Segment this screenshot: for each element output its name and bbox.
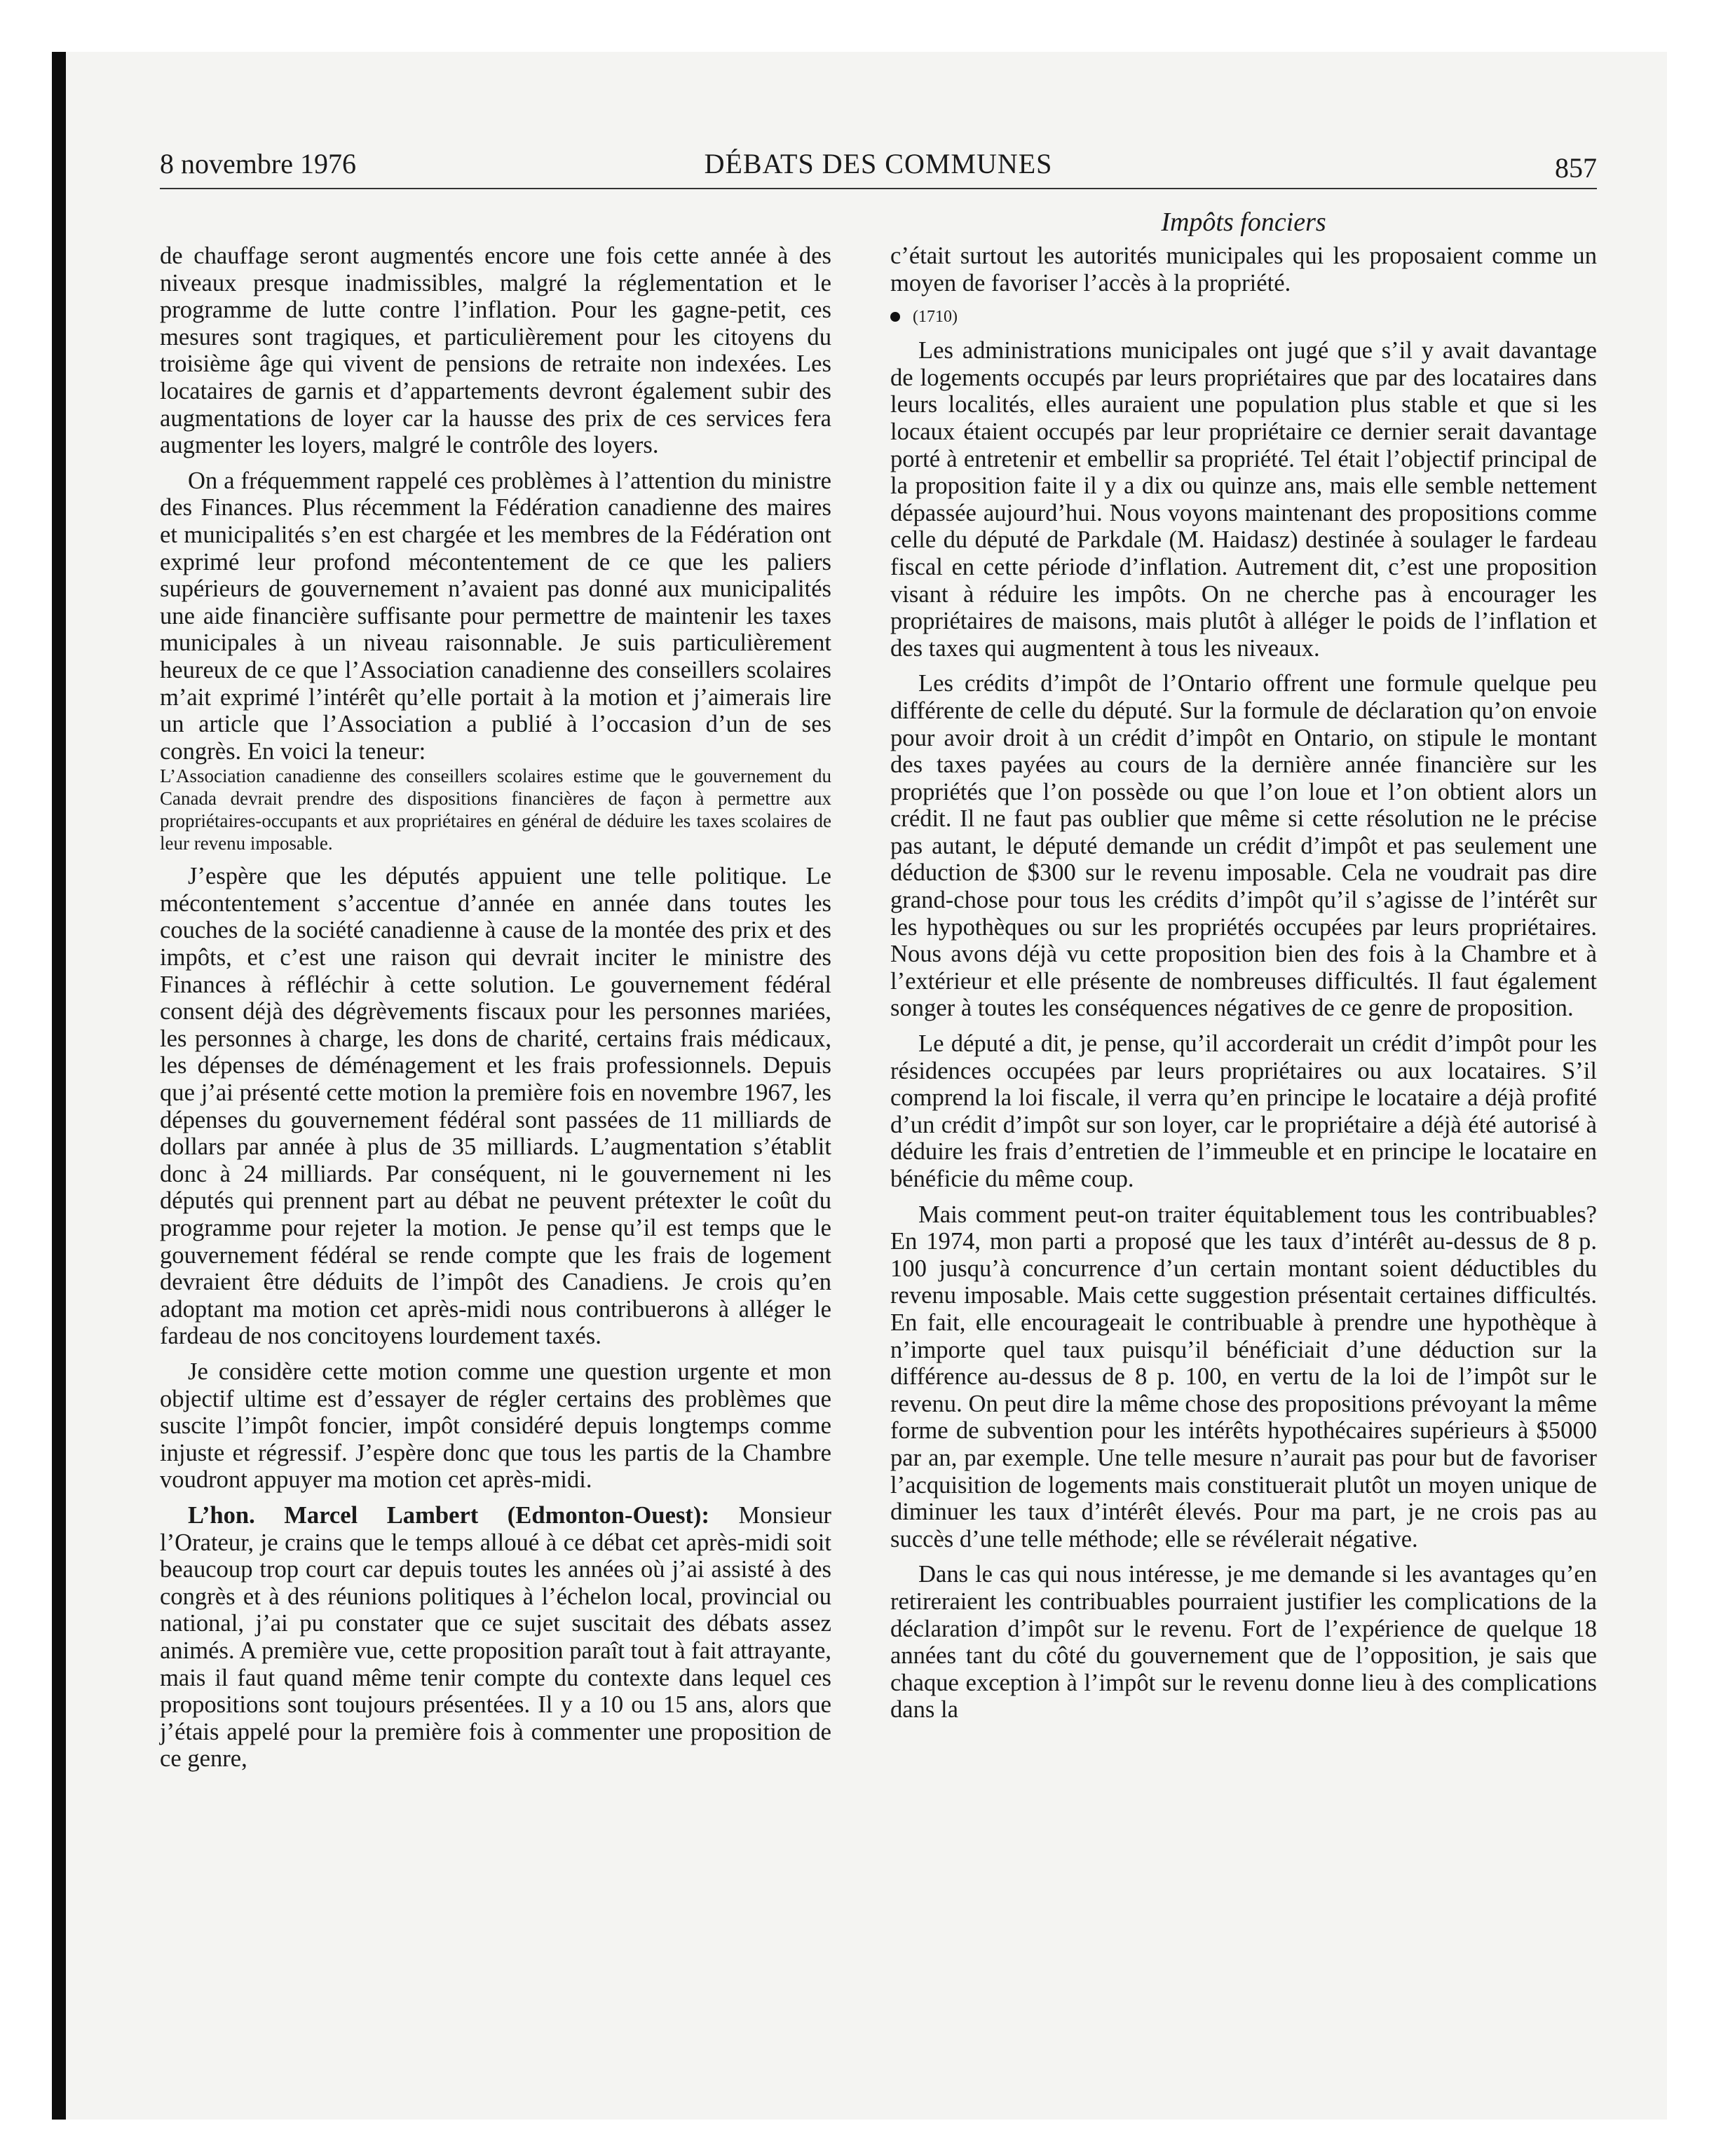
page-number: 857: [1555, 152, 1597, 184]
scan-edge: [52, 52, 66, 2120]
speech-paragraph: [160, 1502, 831, 1773]
paragraph: de chauffage seront augmentés encore une fois cette année à des niveaux presque inadmissibles, malgré la réglementation et le programme de lutte contre l’inflation. Pour les gagne-petit, ces mesures sont tragiques, et particulièrement pour les citoyens du troisième âge qui vivent de pensions de retraite non indexées. Les locataires de garnis et d’appartements devront également subir des augmentations de loyer car la hausse des prix de ces services fera augmenter les loyers, malgré le contrôle des loyers.: [160, 243, 831, 459]
header-rule: [160, 188, 1597, 189]
speaker-name: L’hon. Marcel Lambert (Edmonton-Ouest):: [188, 1501, 709, 1529]
paragraph: Les crédits d’impôt de l’Ontario offrent une formule quelque peu différente de celle du député. Sur la formule de déclaration qu’on envoie pour avoir droit à un crédit d’impôt en Ontario, on stipule le montant des taxes payées au cours de la dernière année financière sur les propriétés que l’on possède ou que l’on loue et l’on obtient alors un crédit. Il ne faut pas oublier que même si cette résolution ne le précise pas autant, le député demande un crédit d’impôt et pas seulement une déduction de $300 sur le revenu imposable. Cela ne voudrait pas dire grand-chose pour tous les crédits d’impôt qu’il s’agisse de l’intérêt sur les hypothèques ou sur les propriétés occupées par leurs propriétaires. Nous avons déjà vu cette proposition bien des fois à la Chambre et à l’extérieur et elle présente de nombreuses difficultés. Il faut également songer à toutes les conséquences négatives de ce genre de proposition.: [890, 670, 1597, 1022]
speech-text: Monsieur l’Orateur, je crains que le temps alloué à ce débat cet après-midi soit beaucoup trop court car depuis toutes les années où j’ai assisté à des congrès et à des réunions politiques à l’échelon local, provincial ou national, j’ai pu constater que ce sujet suscitait des débats assez animés. A première vue, cette proposition paraît tout à fait attrayante, mais il faut quand même tenir compte du contexte dans lequel ces propositions sont toujours présentées. Il y a 10 ou 15 ans, alors que j’étais appelé pour la première fois à commenter une proposition de ce genre,: [160, 1501, 831, 1773]
paragraph: Le député a dit, je pense, qu’il accorderait un crédit d’impôt pour les résidences occupées par leurs propriétaires ou aux locataires. S’il comprend la loi fiscale, il verra qu’en principe le locataire a déjà profité d’un crédit d’impôt sur son loyer, car le propriétaire a déjà été autorisé à déduire les frais d’entretien de l’immeuble et en principe le locataire en bénéficie du même coup.: [890, 1030, 1597, 1192]
paragraph: J’espère que les députés appuient une telle politique. Le mécontentement s’accentue d’année en année dans toutes les couches de la société canadienne à cause de la montée des prix et des impôts, et c’est une raison qui devrait inciter le ministre des Finances à réfléchir à cette solution. Le gouvernement fédéral consent déjà des dégrèvements fiscaux pour les personnes mariées, les personnes à charge, les dons de charité, certains frais médicaux, les dépenses de déménagement et les frais professionnels. Depuis que j’ai présenté cette motion la première fois en novembre 1967, les dépenses du gouvernement fédéral sont passées de 11 milliards de dollars par année à plus de 35 milliards. L’augmentation s’établit donc à 24 milliards. Par conséquent, ni le gouvernement ni les députés qui prennent part au débat ne peuvent prétexter le coût du programme pour rejeter la motion. Je pense qu’il est temps que le gouvernement fédéral se rende compte que les frais de logement devraient être déduits de l’impôt des Canadiens. Je crois qu’en adoptant ma motion cet après-midi nous contribuerons à alléger le fardeau de nos concitoyens lourdement taxés.: [160, 863, 831, 1350]
right-column: [890, 205, 1597, 1724]
running-head: Impôts fonciers: [1161, 207, 1326, 237]
paragraph: c’était surtout les autorités municipales qui les proposaient comme un moyen de favoriser l’accès à la propriété.: [890, 243, 1597, 296]
time-marker-label: (1710): [913, 308, 958, 327]
left-column: [160, 243, 831, 1773]
header-publication: DÉBATS DES COMMUNES: [704, 148, 1053, 179]
header-date: 8 novembre 1976: [160, 148, 356, 179]
page-header: [160, 144, 1597, 184]
paragraph: Dans le cas qui nous intéresse, je me demande si les avantages qu’en retireraient les contribuables pourraient justifier les complications de la déclaration d’impôt sur le revenu. Fort de l’expérience de quelque 18 années tant du côté du gouvernement que de l’opposition, je sais que chaque exception à l’impôt sur le revenu donne lieu à des complications dans la: [890, 1561, 1597, 1724]
paragraph: Les administrations municipales ont jugé que s’il y avait davantage de logements occupés par leurs propriétaires que par des locataires dans leurs localités, elles auraient une population plus stable et que si les locaux étaient occupés par leur propriétaire ce dernier serait davantage porté à entretenir et embellir sa propriété. Tel était l’objectif principal de la proposition faite il y a dix ou quinze ans, mais elle semble nettement dépassée aujourd’hui. Nous voyons maintenant des propositions comme celle du député de Parkdale (M. Haidasz) destinée à soulager le fardeau fiscal en cette période d’inflation. Autrement dit, c’est une proposition visant à réduire les impôts. On ne cherche pas à encourager les propriétaires de maisons, mais plutôt à alléger le poids de l’inflation et des taxes qui augmentent à tous les niveaux.: [890, 337, 1597, 662]
time-marker: [890, 305, 1597, 329]
paragraph: Je considère cette motion comme une question urgente et mon objectif ultime est d’essayer de régler certains des problèmes que suscite l’impôt foncier, impôt considéré depuis longtemps comme injuste et régressif. J’espère donc que tous les partis de la Chambre voudront appuyer ma motion cet après-midi.: [160, 1358, 831, 1494]
paragraph: Mais comment peut-on traiter équitablement tous les contribuables? En 1974, mon parti a proposé que les taux d’intérêt au-dessus de 8 p. 100 jusqu’à concurrence d’un certain montant soient déductibles du revenu imposable. Mais cette suggestion présentait certaines difficultés. En fait, elle encourageait le contribuable à prendre une hypothèque à n’importe quel taux puisqu’il bénéficiait d’une déduction sur la différence au-dessus de 8 p. 100, en vertu de la loi de l’impôt sur le revenu. On peut dire la même chose des propositions prévoyant la même forme de subvention pour les intérêts hypothécaires supérieurs à $5000 par an, par exemple. Une telle mesure n’aurait pas pour but de favoriser l’acquisition de logements mais constituerait plutôt un moyen unique de diminuer les taux d’intérêt élevés. Pour ma part, je ne crois pas au succès d’une telle méthode; elle se révélerait négative.: [890, 1201, 1597, 1553]
block-quote: L’Association canadienne des conseillers scolaires estime que le gouvernement du Canada devrait prendre des dispositions financières de façon à permettre aux propriétaires-occupants et aux propriétaires en général de déduire les taxes scolaires de leur revenu imposable.: [160, 765, 831, 854]
paragraph: On a fréquemment rappelé ces problèmes à l’attention du ministre des Finances. Plus récemment la Fédération canadienne des maires et municipalités s’en est chargée et les membres de la Fédération ont exprimé leur profond mécontentement de ce que les paliers supérieurs de gouvernement n’avaient pas donné aux municipalités une aide financière suffisante pour permettre de maintenir les taxes municipales à un niveau raisonnable. Je suis particulièrement heureux de ce que l’Association canadienne des conseillers scolaires m’ait exprimé l’intérêt qu’elle portait à la motion et j’aimerais lire un article que l’Association a publié à l’occasion d’un de ses congrès. En voici la teneur:: [160, 467, 831, 765]
bullet-icon: [890, 312, 900, 322]
